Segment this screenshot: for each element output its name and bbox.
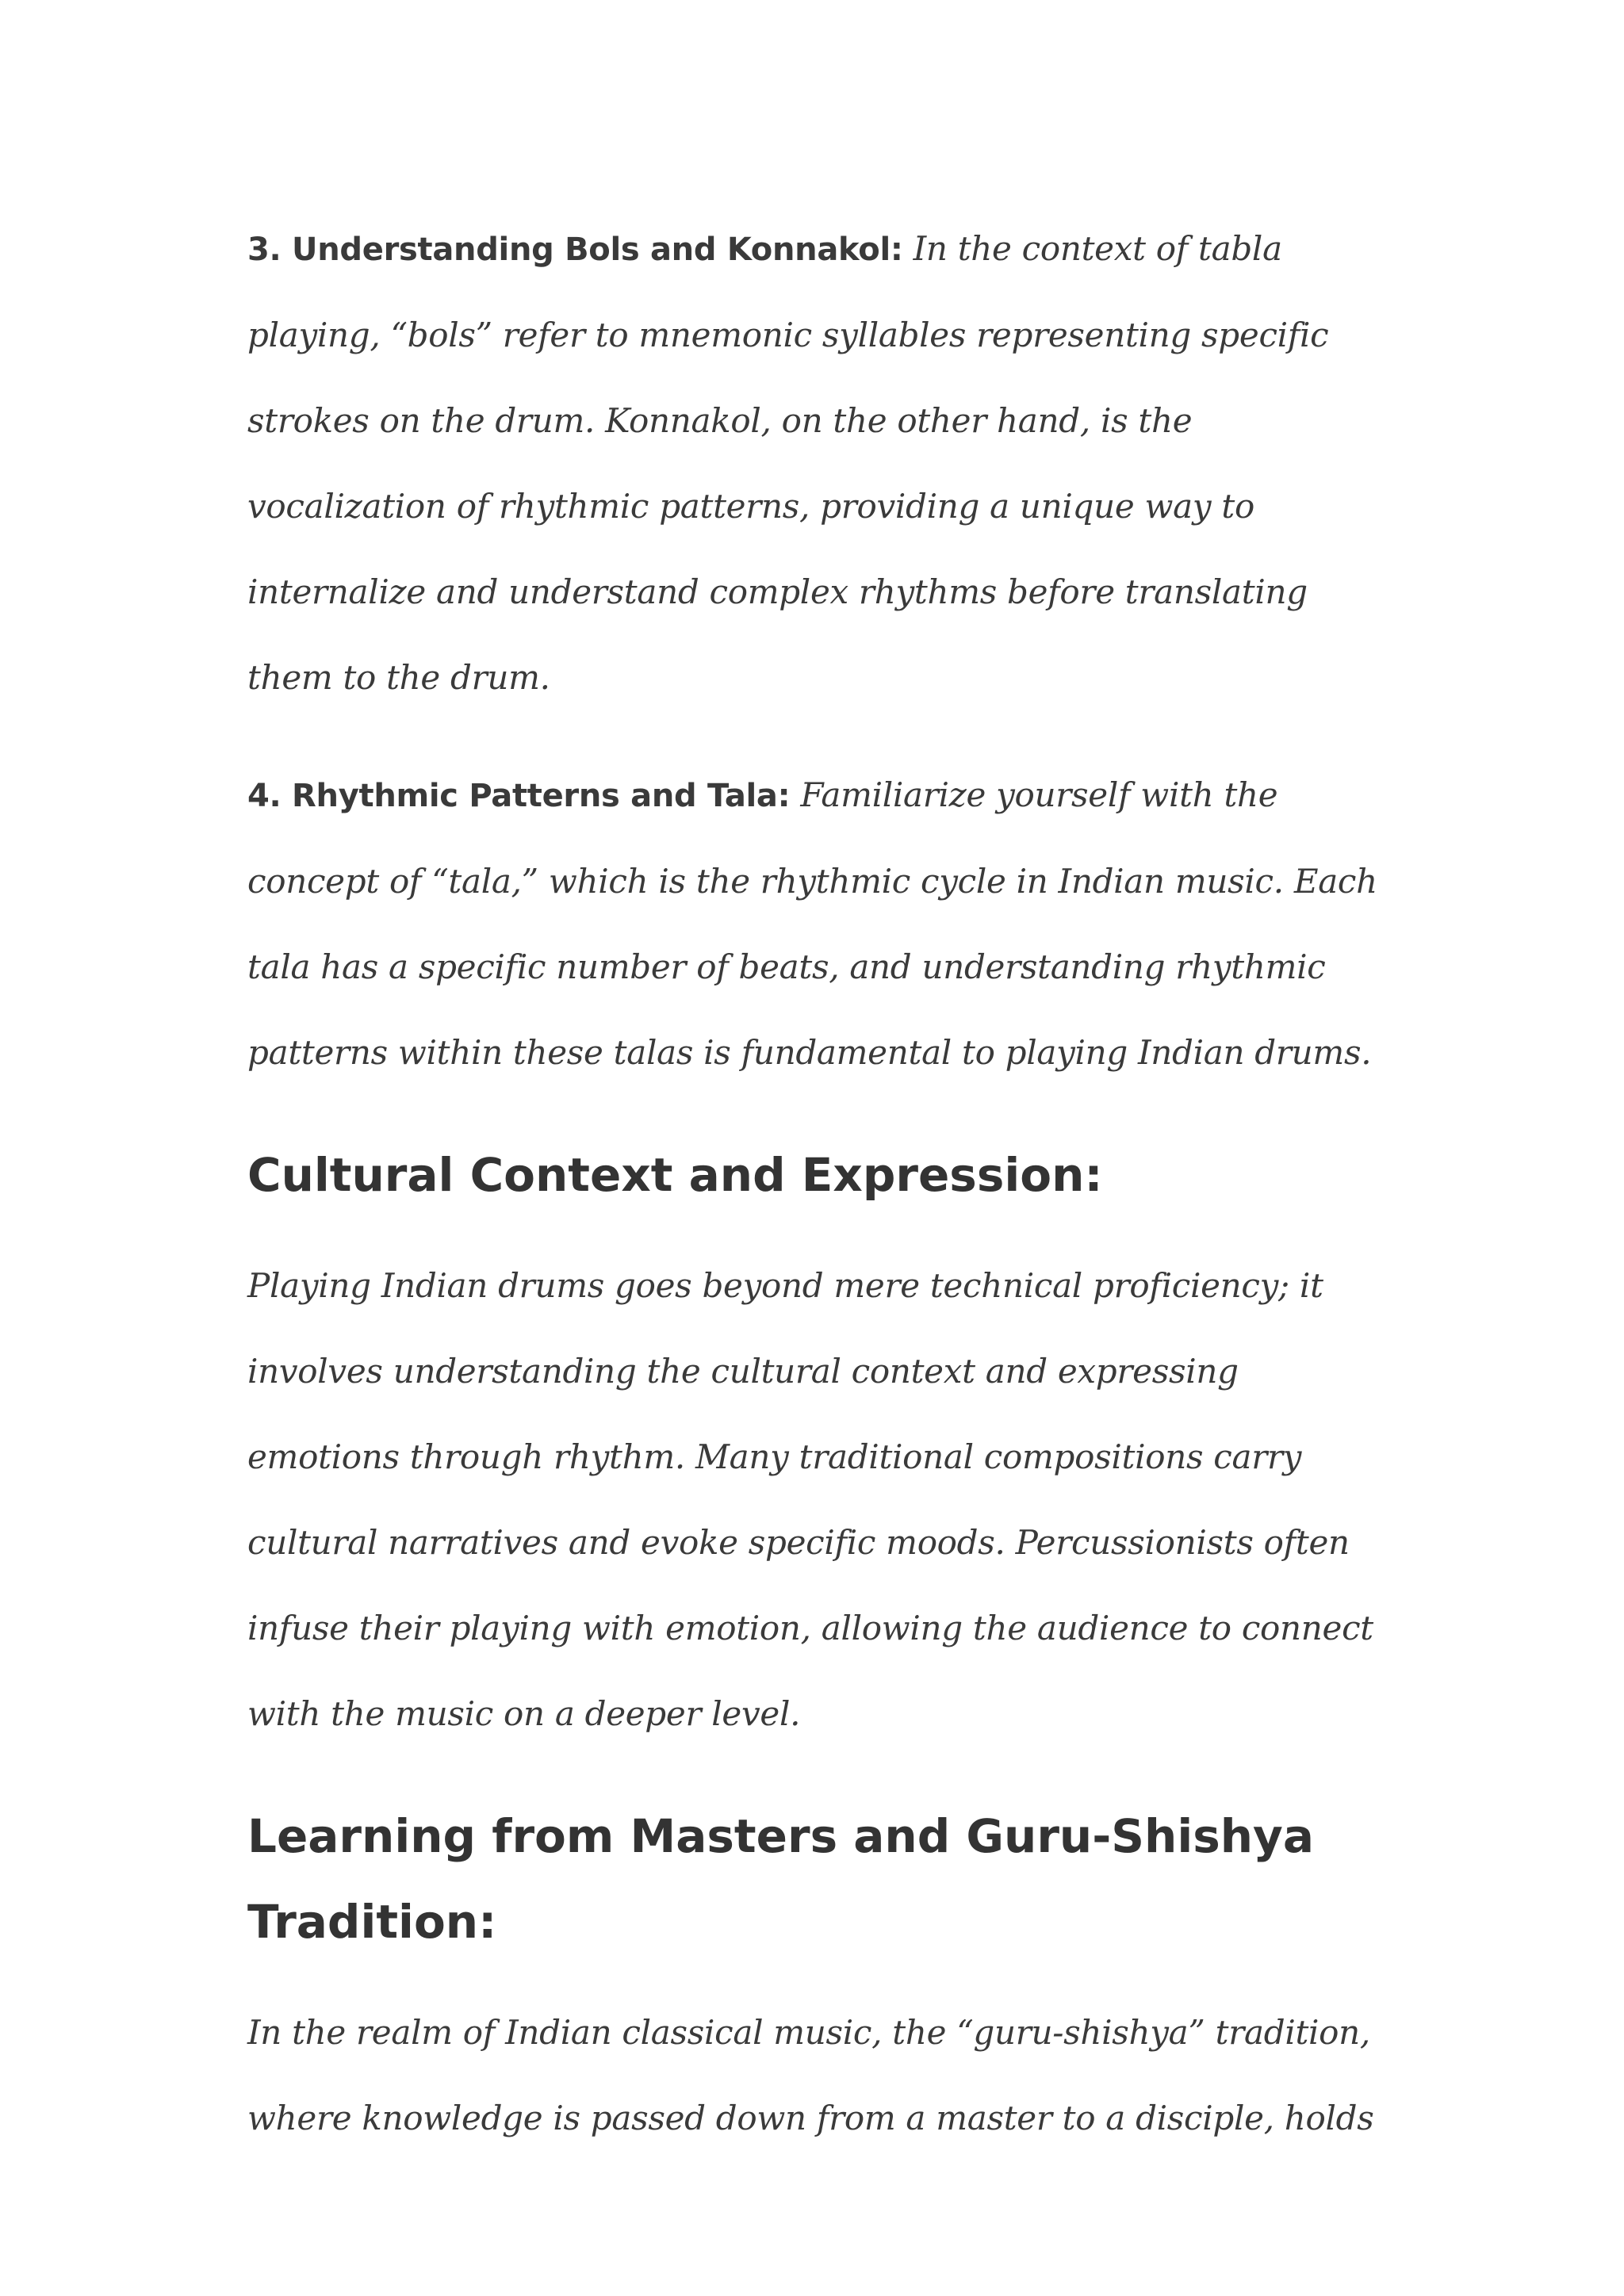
item-3-lead: 3. Understanding Bols and Konnakol: [247, 232, 903, 268]
learning-from-masters-paragraph: In the realm of Indian classical music, the “guru-shishya” tradition, where knowledge is passed down from a master to a disciple, holds [247, 2013, 1374, 2137]
learning-from-masters-heading: Learning from Masters and Guru-Shishya Tradition: [247, 1809, 1314, 1949]
cultural-context-heading: Cultural Context and Expression: [247, 1148, 1103, 1202]
document-page [247, 206, 1397, 2161]
item-4-text: Familiarize yourself with the concept of “tala,” which is the rhythmic cycle in Indian music. Each tala has a specific number of beats, and understanding rhythmic patterns within these talas is fundamental to playing Indian drums. [247, 775, 1377, 1072]
cultural-context-paragraph: Playing Indian drums goes beyond mere technical proficiency; it involves understanding the cultural context and expressing emotions through rhythm. Many traditional compositions carry cultural narratives and evoke specific moods. Percussionists often infuse their playing with emotion, allowing the audience to connect with the music on a deeper level. [247, 1266, 1373, 1733]
item-4-lead: 4. Rhythmic Patterns and Tala: [247, 778, 791, 814]
item-4-paragraph [247, 752, 1397, 1096]
item-3-paragraph [247, 206, 1397, 721]
item-3-text: In the context of tabla playing, “bols” refer to mnemonic syllables representing specific strokes on the drum. Konnakol, on the other hand, is the vocalization of rhythmic patterns, providing a unique way to internalize and understand complex rhythms before translating them to the drum. [247, 229, 1329, 697]
